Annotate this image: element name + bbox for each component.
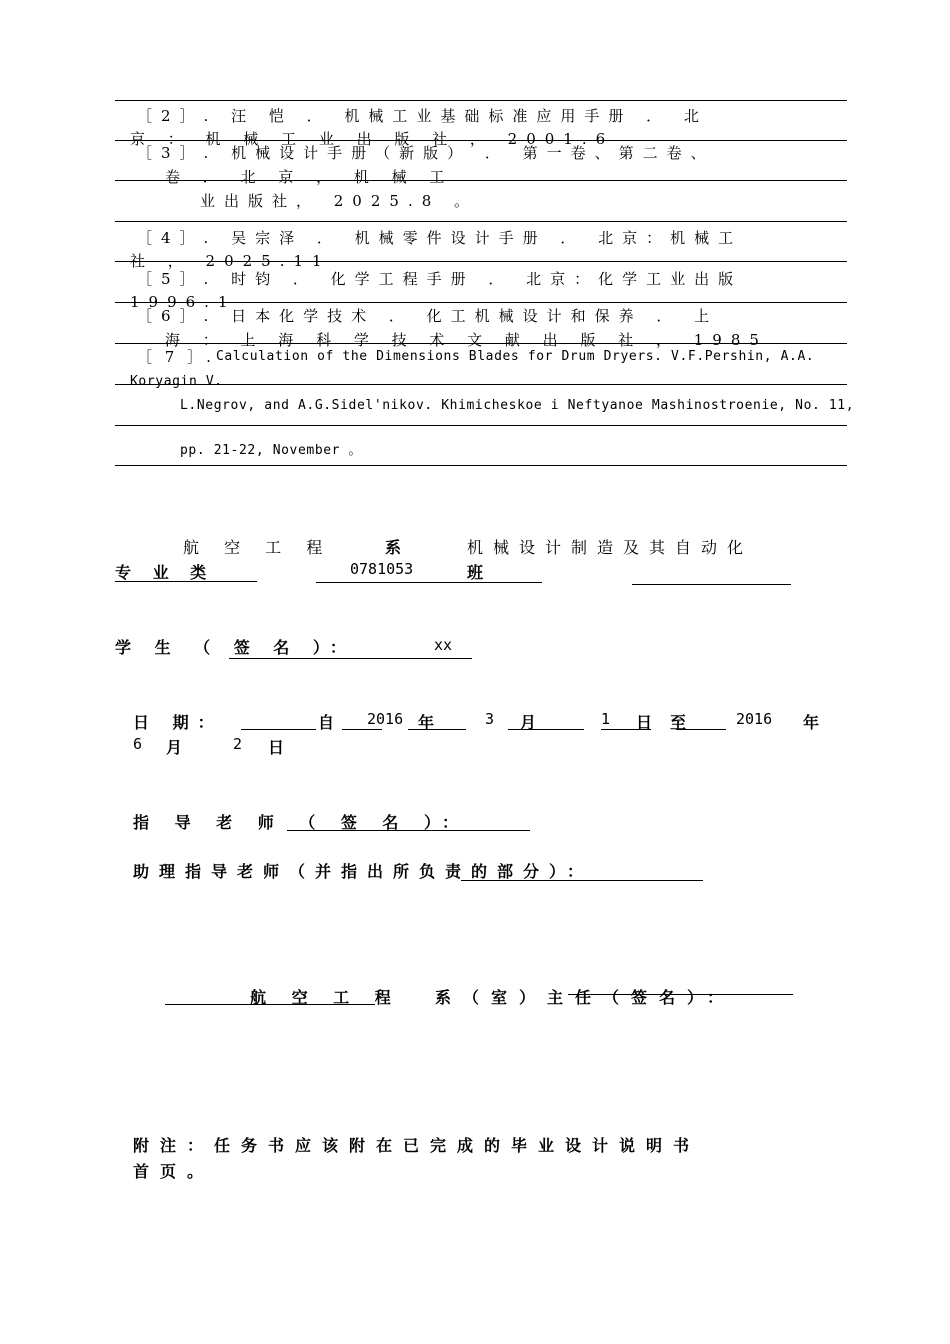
student-name: xx	[434, 636, 453, 654]
dept-name: 航 空 工 程	[183, 538, 333, 557]
reference-6-line1: ［6］. 日本化学技术 ． 化工机械设计和保养 ． 上	[137, 307, 719, 325]
start-month: 3	[485, 710, 495, 728]
start-day-unit: 日	[636, 713, 663, 732]
class-underline	[316, 582, 542, 583]
class-label: 班	[467, 563, 494, 582]
date-underline	[676, 729, 726, 730]
reference-2-line2: 京 ： 机 械 工 业 出 版 社 ， 2001.6	[130, 130, 615, 148]
reference-4-line2: 社 ， 2025.11	[130, 252, 331, 270]
end-year-unit: 年	[803, 713, 830, 732]
table-rule	[115, 384, 847, 385]
reference-7-line3: L.Negrov, and A.G.Sidel'nikov. Khimicheskoe i Neftyanoe Mashinostroenie, No. 11,	[180, 398, 855, 413]
major-label: 专 业 类	[115, 563, 215, 582]
end-month: 6	[133, 735, 143, 753]
start-day: 1	[601, 710, 611, 728]
reference-6-line2: 海 ： 上 海 科 学 技 术 文 献 出 版 社 ， 1985	[165, 331, 768, 349]
end-month-unit: 月	[166, 738, 193, 757]
reference-3-line1: ［3］. 机械设计手册（新版） ． 第一卷、第二卷、	[137, 144, 715, 162]
reference-3-line3: 业出版社， 2025.8 。	[200, 192, 479, 210]
table-rule	[115, 100, 847, 101]
reference-2-line1: ［2］. 汪 恺 ． 机械工业基础标准应用手册 ． 北	[137, 107, 708, 125]
blank-underline	[632, 584, 791, 585]
start-year-unit: 年	[418, 713, 445, 732]
advisor-signature-label: 指 导 老 师 （ 签 名 ）：	[133, 813, 468, 832]
note-line2: 首页。	[133, 1162, 215, 1181]
date-to: 至	[670, 713, 697, 732]
date-from: 自	[318, 713, 345, 732]
reference-3-line2: 卷 ． 北 京 ， 机 械 工	[165, 168, 454, 186]
table-rule	[115, 221, 847, 222]
assistant-advisor-label: 助理指导老师（并指出所负责的部分）：	[133, 862, 594, 881]
student-underline	[229, 658, 472, 659]
end-day-unit: 日	[268, 738, 295, 757]
assistant-underline	[461, 880, 703, 881]
reference-7-line4: pp. 21-22, November 。	[180, 443, 363, 458]
major-name: 机械设计制造及其自动化	[467, 538, 754, 557]
advisor-underline	[287, 830, 530, 831]
note-line1: 附注：任务书应该附在已完成的毕业设计说明书	[133, 1136, 701, 1155]
start-month-unit: 月	[520, 713, 547, 732]
date-underline	[342, 729, 382, 730]
end-year: 2016	[736, 710, 773, 728]
reference-7-line2: Koryagin V.	[130, 374, 223, 389]
reference-4-line1: ［4］. 吴宗泽 ． 机械零件设计手册 ． 北京：机械工	[137, 229, 743, 247]
director-dept-name: 航 空 工 程	[250, 988, 401, 1007]
major-underline	[115, 581, 257, 582]
date-underline	[241, 729, 316, 730]
student-signature-label: 学 生 （ 签 名 ）：	[115, 638, 355, 657]
director-strike-line	[568, 994, 793, 995]
start-year: 2016	[367, 710, 404, 728]
table-rule	[115, 465, 847, 466]
director-dept-underline	[165, 1004, 375, 1005]
director-signature-label: 系（室）主任（签名）：	[435, 988, 736, 1007]
table-rule	[115, 425, 847, 426]
reference-5-line2: 1996.1	[130, 293, 237, 311]
reference-7-prefix: ［ 7 ］.	[137, 348, 215, 366]
class-number: 0781053	[350, 560, 414, 578]
date-label: 日 期：	[133, 713, 223, 732]
end-day: 2	[233, 735, 243, 753]
reference-5-line1: ［5］. 时钧 ． 化学工程手册 ． 北京：化学工业出版	[137, 270, 743, 288]
reference-7-line1: Calculation of the Dimensions Blades for Drum Dryers. V.F.Pershin, A.A.	[216, 349, 815, 364]
dept-label: 系	[385, 538, 412, 557]
